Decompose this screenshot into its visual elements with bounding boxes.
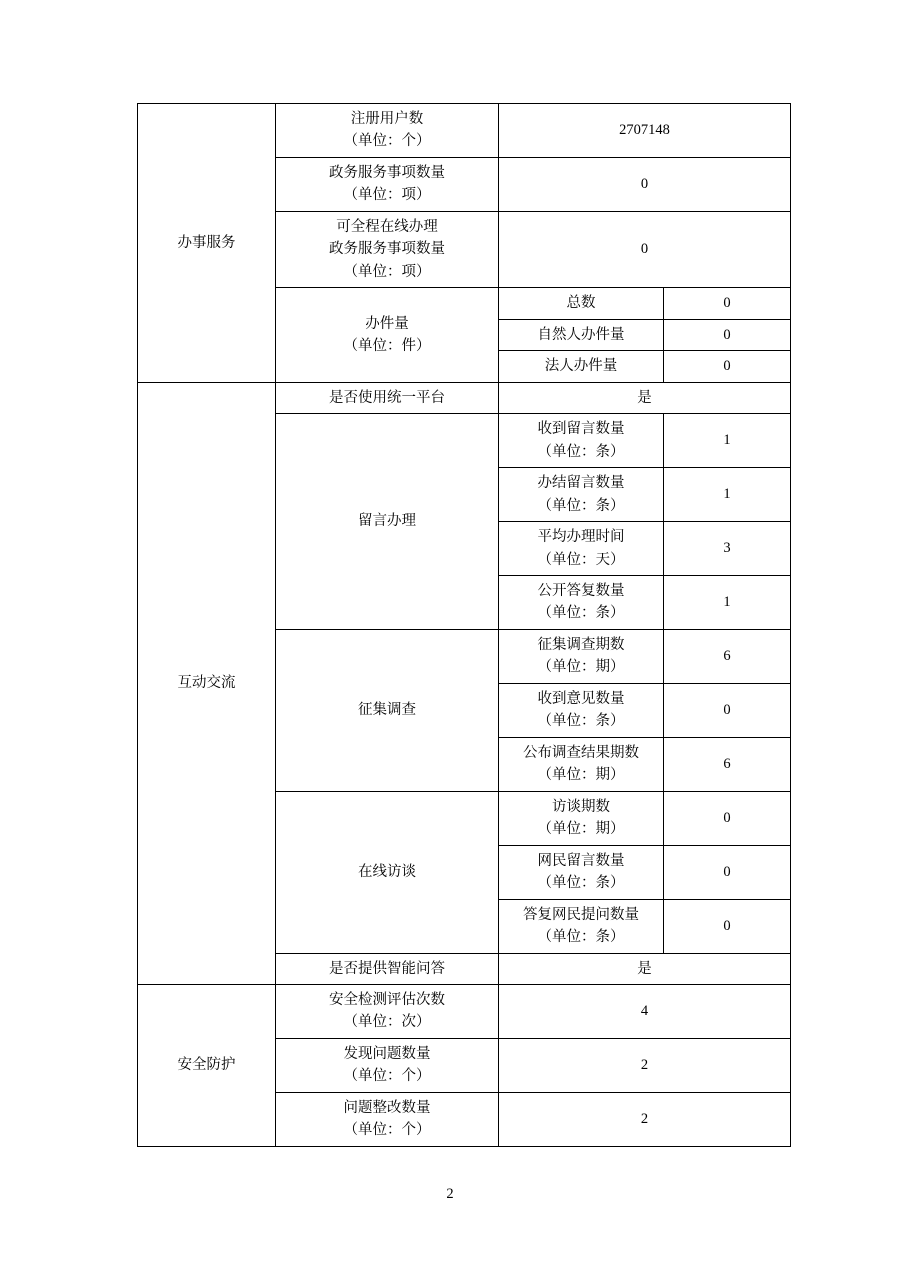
value-cell: 2 — [499, 1038, 791, 1092]
row-label-line: （单位：个） — [343, 133, 431, 150]
sub-label-line: 公开答复数量 — [537, 582, 625, 599]
row-label-cell — [276, 985, 499, 1039]
sub-label-cell — [499, 629, 664, 683]
value-cell: 1 — [664, 468, 791, 522]
sub-label-cell — [499, 845, 664, 899]
sub-label-cell — [499, 899, 664, 953]
sub-label-line: 答复网民提问数量 — [523, 906, 639, 923]
value-cell: 0 — [664, 351, 791, 382]
row-label-line: 政务服务事项数量 — [329, 241, 445, 258]
sub-label-cell — [499, 288, 664, 319]
row-label-line: 征集调查 — [358, 702, 416, 719]
sub-label-line: （单位：条） — [537, 497, 625, 514]
value-cell: 0 — [664, 791, 791, 845]
row-label-line: 在线访谈 — [358, 863, 416, 880]
sub-label-line: 公布调查结果期数 — [523, 744, 639, 761]
sub-label-line: （单位：条） — [537, 929, 625, 946]
value-cell: 2 — [499, 1092, 791, 1146]
row-label-line: （单位：个） — [343, 1068, 431, 1085]
sub-label-line: （单位：期） — [537, 821, 625, 838]
sub-label-line: 收到留言数量 — [537, 421, 625, 438]
row-label-cell — [276, 157, 499, 211]
sub-label-line: 征集调查期数 — [537, 636, 625, 653]
row-label-line: 留言办理 — [358, 513, 416, 530]
sub-label-line: （单位：条） — [537, 713, 625, 730]
sub-label-line: 平均办理时间 — [537, 529, 625, 546]
row-label-line: （单位：个） — [343, 1122, 431, 1139]
row-label-line: （单位：项） — [343, 187, 431, 204]
government-website-report-table — [137, 103, 791, 1147]
row-label-cell — [276, 629, 499, 791]
table-row — [138, 104, 791, 158]
row-label-line: （单位：次） — [343, 1014, 431, 1031]
sub-label-line: 办结留言数量 — [537, 475, 625, 492]
row-label-cell — [276, 104, 499, 158]
value-cell: 0 — [664, 845, 791, 899]
row-label-line: 注册用户数 — [350, 111, 424, 127]
table-row — [138, 382, 791, 413]
sub-label-cell — [499, 414, 664, 468]
row-label-line: 是否使用统一平台 — [329, 389, 445, 406]
value-cell: 6 — [664, 737, 791, 791]
row-label-cell — [276, 211, 499, 287]
value-cell: 0 — [664, 288, 791, 319]
sub-label-line: （单位：期） — [537, 659, 625, 676]
sub-label-line: 网民留言数量 — [537, 852, 625, 869]
value-cell: 4 — [499, 985, 791, 1039]
value-cell: 0 — [499, 157, 791, 211]
value-cell: 0 — [499, 211, 791, 287]
value-cell: 0 — [664, 319, 791, 350]
sub-label-cell — [499, 737, 664, 791]
sub-label-line: （单位：天） — [537, 551, 625, 568]
sub-label-line: （单位：条） — [537, 443, 625, 460]
sub-label-cell — [499, 468, 664, 522]
row-label-cell — [276, 1038, 499, 1092]
value-cell: 是 — [499, 953, 791, 984]
row-label-cell — [276, 382, 499, 413]
row-label-cell — [276, 414, 499, 630]
value-cell: 2707148 — [499, 104, 791, 158]
value-cell: 3 — [664, 522, 791, 576]
category-cell: 办事服务 — [138, 104, 276, 383]
sub-label-line: （单位：期） — [537, 767, 625, 784]
row-label-cell — [276, 791, 499, 953]
row-label-line: 办件量 — [365, 315, 409, 332]
report-table-container — [137, 103, 790, 1147]
value-cell: 1 — [664, 414, 791, 468]
row-label-line: 发现问题数量 — [343, 1045, 431, 1062]
sub-label-line: 访谈期数 — [552, 798, 610, 815]
row-label-line: 问题整改数量 — [343, 1099, 431, 1116]
sub-label-line: 法人办件量 — [544, 358, 618, 375]
sub-label-cell — [499, 522, 664, 576]
row-label-line: 政务服务事项数量 — [329, 164, 445, 181]
row-label-line: （单位：项） — [343, 263, 431, 280]
sub-label-cell — [499, 575, 664, 629]
value-cell: 0 — [664, 683, 791, 737]
table-row — [138, 985, 791, 1039]
row-label-line: 安全检测评估次数 — [329, 992, 445, 1008]
row-label-line: 可全程在线办理 — [336, 218, 438, 235]
row-label-cell — [276, 288, 499, 382]
sub-label-cell — [499, 791, 664, 845]
value-cell: 1 — [664, 575, 791, 629]
row-label-line: 是否提供智能问答 — [329, 960, 445, 977]
value-cell: 0 — [664, 899, 791, 953]
sub-label-line: （单位：条） — [537, 875, 625, 892]
sub-label-cell — [499, 683, 664, 737]
value-cell: 6 — [664, 629, 791, 683]
page-number: 2 — [446, 1186, 454, 1202]
category-cell: 安全防护 — [138, 985, 276, 1147]
row-label-line: （单位：件） — [343, 337, 431, 354]
row-label-cell — [276, 1092, 499, 1146]
sub-label-line: （单位：条） — [537, 605, 625, 622]
sub-label-line: 收到意见数量 — [537, 690, 625, 707]
sub-label-line: 总数 — [566, 295, 596, 312]
category-cell: 互动交流 — [138, 382, 276, 984]
row-label-cell — [276, 953, 499, 984]
value-cell: 是 — [499, 382, 791, 413]
sub-label-cell — [499, 319, 664, 350]
sub-label-cell — [499, 351, 664, 382]
sub-label-line: 自然人办件量 — [537, 326, 625, 343]
